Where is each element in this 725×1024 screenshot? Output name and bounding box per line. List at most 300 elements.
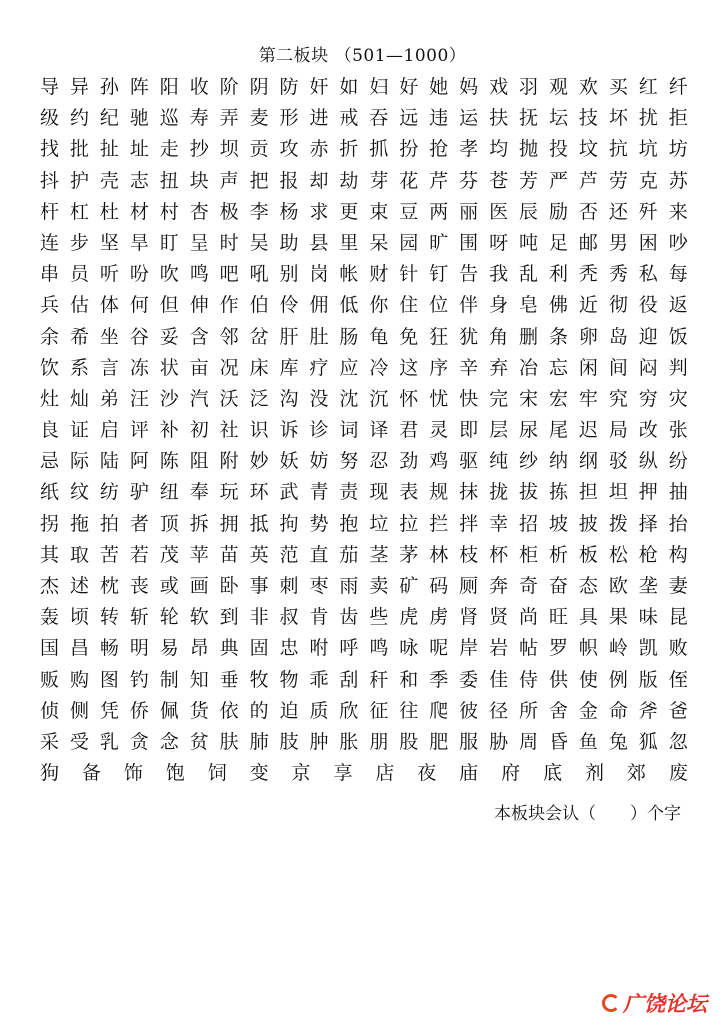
character: 估 — [69, 294, 89, 317]
character: 库 — [279, 356, 299, 379]
character: 府 — [501, 762, 521, 785]
character-row — [40, 72, 688, 103]
character: 际 — [69, 450, 89, 473]
character: 构 — [668, 543, 688, 566]
character: 英 — [249, 543, 269, 566]
character: 坊 — [668, 138, 688, 161]
character: 岭 — [608, 637, 628, 660]
character: 驴 — [129, 481, 149, 504]
character: 局 — [608, 419, 628, 442]
character: 沈 — [339, 387, 359, 410]
character: 兔 — [608, 730, 628, 753]
character: 命 — [608, 699, 628, 722]
character: 转 — [99, 606, 119, 629]
character: 纷 — [668, 450, 688, 473]
character: 垃 — [369, 512, 389, 535]
character: 汽 — [189, 387, 209, 410]
character: 君 — [399, 419, 419, 442]
character: 扰 — [638, 107, 658, 130]
character: 串 — [40, 263, 60, 286]
character: 声 — [219, 169, 239, 192]
character: 红 — [638, 76, 658, 98]
character: 拥 — [219, 512, 239, 535]
character: 怀 — [399, 387, 419, 410]
character: 连 — [40, 231, 60, 254]
character: 抚 — [519, 107, 539, 130]
character: 报 — [279, 169, 299, 192]
character-row — [40, 665, 688, 696]
character: 昏 — [548, 730, 568, 753]
character: 邻 — [219, 325, 239, 348]
character: 店 — [375, 762, 395, 785]
character: 茂 — [159, 543, 179, 566]
character: 豆 — [399, 200, 419, 223]
character: 杨 — [279, 200, 299, 223]
character: 纺 — [99, 481, 119, 504]
character: 抵 — [249, 512, 269, 535]
character: 呆 — [369, 231, 389, 254]
character: 呈 — [189, 231, 209, 254]
character: 牧 — [249, 668, 269, 691]
character: 芽 — [369, 169, 389, 192]
character: 系 — [69, 356, 89, 379]
character: 攻 — [279, 138, 299, 161]
character: 青 — [309, 481, 329, 504]
character: 呢 — [429, 637, 449, 660]
character: 状 — [159, 356, 179, 379]
character: 良 — [40, 419, 60, 442]
character: 坝 — [219, 138, 239, 161]
character: 违 — [429, 107, 449, 130]
character: 每 — [668, 263, 688, 286]
character: 拒 — [668, 107, 688, 130]
character: 画 — [189, 575, 209, 597]
character: 欣 — [339, 699, 359, 722]
character: 直 — [309, 543, 329, 566]
character: 剂 — [584, 762, 604, 785]
character: 卖 — [369, 575, 389, 597]
character-row — [40, 571, 688, 602]
character: 委 — [459, 668, 479, 691]
character: 序 — [429, 356, 449, 379]
character-row — [40, 228, 688, 259]
character: 抄 — [189, 138, 209, 161]
character: 侍 — [519, 668, 539, 691]
character: 皂 — [519, 294, 539, 317]
character: 返 — [668, 294, 688, 317]
character: 更 — [339, 200, 359, 223]
character: 虏 — [429, 606, 449, 629]
character: 尾 — [548, 419, 568, 442]
character: 张 — [668, 419, 688, 442]
character: 严 — [548, 169, 568, 192]
character: 努 — [339, 450, 359, 473]
character: 彼 — [459, 699, 479, 722]
character: 听 — [99, 263, 119, 286]
character: 旱 — [129, 231, 149, 254]
character-row — [40, 353, 688, 384]
character: 县 — [309, 231, 329, 254]
character: 肤 — [219, 730, 239, 753]
character: 孙 — [99, 76, 119, 98]
character: 身 — [489, 294, 509, 317]
character: 赤 — [309, 138, 329, 161]
character: 吞 — [369, 107, 389, 130]
character: 肚 — [309, 325, 329, 348]
character: 鸡 — [429, 450, 449, 473]
character: 肥 — [429, 730, 449, 753]
character: 谷 — [129, 325, 149, 348]
character: 抽 — [668, 481, 688, 504]
character: 环 — [249, 481, 269, 504]
character: 告 — [459, 263, 479, 286]
character: 壳 — [99, 169, 119, 192]
character: 矿 — [399, 575, 419, 597]
character: 服 — [459, 730, 479, 753]
character: 纵 — [638, 450, 658, 473]
character: 孝 — [459, 138, 479, 161]
character: 奋 — [548, 575, 568, 597]
character: 你 — [369, 294, 389, 317]
watermark — [602, 988, 707, 1018]
character: 罗 — [548, 637, 568, 660]
character: 志 — [129, 169, 149, 192]
character: 这 — [399, 356, 419, 379]
character: 盯 — [159, 231, 179, 254]
character: 应 — [339, 356, 359, 379]
character: 贫 — [189, 730, 209, 753]
character: 典 — [219, 637, 239, 660]
character: 辰 — [519, 200, 539, 223]
character-row — [40, 415, 688, 446]
character: 尿 — [519, 419, 539, 442]
character: 附 — [219, 450, 239, 473]
character: 利 — [548, 263, 568, 286]
character: 余 — [40, 325, 60, 348]
character: 卵 — [578, 325, 598, 348]
character: 抖 — [40, 169, 60, 192]
character: 求 — [309, 200, 329, 223]
character: 岛 — [608, 325, 628, 348]
character: 纤 — [668, 76, 688, 98]
character: 进 — [309, 107, 329, 130]
character: 庙 — [459, 762, 479, 785]
character: 例 — [608, 668, 628, 691]
character: 岔 — [249, 325, 269, 348]
character: 饲 — [207, 762, 227, 785]
character: 灾 — [668, 387, 688, 410]
character: 固 — [249, 637, 269, 660]
character-grid — [40, 72, 688, 789]
character: 拐 — [40, 512, 60, 535]
character: 呼 — [339, 637, 359, 660]
character: 戒 — [339, 107, 359, 130]
character: 押 — [638, 481, 658, 504]
character-row — [40, 197, 688, 228]
character: 径 — [489, 699, 509, 722]
character: 陈 — [159, 450, 179, 473]
character: 备 — [81, 762, 101, 785]
character: 护 — [69, 169, 89, 192]
character: 纱 — [519, 450, 539, 473]
character: 近 — [578, 294, 598, 317]
character: 伴 — [459, 294, 479, 317]
character: 抬 — [668, 512, 688, 535]
character: 识 — [249, 419, 269, 442]
character: 秃 — [578, 263, 598, 286]
character-row — [40, 322, 688, 353]
character: 者 — [129, 512, 149, 535]
character: 迟 — [578, 419, 598, 442]
character-row — [40, 166, 688, 197]
character: 抱 — [339, 512, 359, 535]
character: 狐 — [638, 730, 658, 753]
character: 删 — [519, 325, 539, 348]
character: 纳 — [548, 450, 568, 473]
character: 欧 — [608, 575, 628, 597]
character: 佛 — [548, 294, 568, 317]
character: 岸 — [459, 637, 479, 660]
character: 垂 — [219, 668, 239, 691]
character: 拌 — [459, 512, 479, 535]
character: 纸 — [40, 481, 60, 504]
character: 侦 — [40, 699, 60, 722]
character: 没 — [309, 387, 329, 410]
character: 折 — [339, 138, 359, 161]
character: 事 — [249, 575, 269, 597]
character: 芹 — [429, 169, 449, 192]
character: 导 — [40, 76, 60, 98]
character: 劲 — [399, 450, 419, 473]
character: 伯 — [249, 294, 269, 317]
character: 村 — [159, 200, 179, 223]
character: 厕 — [459, 575, 479, 597]
character: 诉 — [279, 419, 299, 442]
character: 易 — [159, 637, 179, 660]
character: 纽 — [159, 481, 179, 504]
character: 侧 — [69, 699, 89, 722]
character: 现 — [369, 481, 389, 504]
character: 歼 — [638, 200, 658, 223]
character: 拦 — [429, 512, 449, 535]
character: 茎 — [369, 543, 389, 566]
character: 肺 — [249, 730, 269, 753]
character: 疗 — [309, 356, 329, 379]
character: 时 — [219, 231, 239, 254]
character: 斧 — [638, 699, 658, 722]
character-row — [40, 384, 688, 415]
character: 阴 — [249, 76, 269, 98]
character: 拢 — [489, 481, 509, 504]
character: 爸 — [668, 699, 688, 722]
character: 把 — [249, 169, 269, 192]
character: 坑 — [638, 138, 658, 161]
character: 迎 — [638, 325, 658, 348]
character: 形 — [279, 107, 299, 130]
character: 沃 — [219, 387, 239, 410]
character: 里 — [339, 231, 359, 254]
character: 刮 — [339, 668, 359, 691]
character-row — [40, 696, 688, 727]
character: 依 — [219, 699, 239, 722]
character: 完 — [489, 387, 509, 410]
character: 枕 — [99, 575, 119, 597]
character: 条 — [548, 325, 568, 348]
character: 乖 — [309, 668, 329, 691]
character: 抢 — [429, 138, 449, 161]
character: 坚 — [99, 231, 119, 254]
character: 灿 — [69, 387, 89, 410]
character-row — [40, 134, 688, 165]
character: 沙 — [159, 387, 179, 410]
character: 废 — [668, 762, 688, 785]
character: 伶 — [279, 294, 299, 317]
character: 她 — [429, 76, 449, 98]
character: 层 — [489, 419, 509, 442]
character: 果 — [608, 606, 628, 629]
character: 沟 — [279, 387, 299, 410]
character: 抹 — [459, 481, 479, 504]
character: 码 — [429, 575, 449, 597]
character: 忧 — [429, 387, 449, 410]
character: 武 — [279, 481, 299, 504]
character: 冶 — [519, 356, 539, 379]
character: 均 — [489, 138, 509, 161]
character: 底 — [543, 762, 563, 785]
character: 阳 — [159, 76, 179, 98]
character: 评 — [129, 419, 149, 442]
character: 择 — [638, 512, 658, 535]
character: 李 — [249, 200, 269, 223]
character: 国 — [40, 637, 60, 660]
character: 林 — [429, 543, 449, 566]
character: 图 — [99, 668, 119, 691]
character: 花 — [399, 169, 419, 192]
character: 忍 — [369, 450, 389, 473]
character: 私 — [638, 263, 658, 286]
character: 住 — [399, 294, 419, 317]
character: 秆 — [369, 668, 389, 691]
character-row — [40, 758, 688, 789]
character: 呀 — [489, 231, 509, 254]
character: 郊 — [626, 762, 646, 785]
character: 妨 — [309, 450, 329, 473]
character: 供 — [548, 668, 568, 691]
character: 取 — [69, 543, 89, 566]
character: 坟 — [578, 138, 598, 161]
character: 吧 — [219, 263, 239, 286]
character: 征 — [369, 699, 389, 722]
character: 知 — [189, 668, 209, 691]
character: 斩 — [129, 606, 149, 629]
character: 妈 — [459, 76, 479, 98]
character: 言 — [99, 356, 119, 379]
character: 犹 — [459, 325, 479, 348]
character: 雨 — [339, 575, 359, 597]
character: 鸣 — [369, 637, 389, 660]
character: 改 — [638, 419, 658, 442]
character: 舍 — [548, 699, 568, 722]
character: 忠 — [279, 637, 299, 660]
character: 吹 — [159, 263, 179, 286]
character: 阻 — [189, 450, 209, 473]
character: 势 — [309, 512, 329, 535]
character: 股 — [399, 730, 419, 753]
character: 好 — [399, 76, 419, 98]
character: 肠 — [339, 325, 359, 348]
character: 役 — [638, 294, 658, 317]
character: 披 — [578, 512, 598, 535]
character: 极 — [219, 200, 239, 223]
character: 若 — [129, 543, 149, 566]
character: 材 — [129, 200, 149, 223]
character: 彻 — [608, 294, 628, 317]
character: 芦 — [578, 169, 598, 192]
character: 拖 — [69, 512, 89, 535]
character: 迫 — [279, 699, 299, 722]
character: 走 — [159, 138, 179, 161]
character: 男 — [608, 231, 628, 254]
character: 束 — [369, 200, 389, 223]
character: 受 — [69, 730, 89, 753]
character: 况 — [219, 356, 239, 379]
character: 沉 — [369, 387, 389, 410]
character: 灶 — [40, 387, 60, 410]
character: 亩 — [189, 356, 209, 379]
character: 妥 — [159, 325, 179, 348]
character: 刺 — [279, 575, 299, 597]
character: 邮 — [578, 231, 598, 254]
character: 芳 — [519, 169, 539, 192]
character: 明 — [129, 637, 149, 660]
character: 制 — [159, 668, 179, 691]
character: 劫 — [339, 169, 359, 192]
character: 述 — [69, 575, 89, 597]
character: 具 — [578, 606, 598, 629]
character: 板 — [578, 543, 598, 566]
character: 驱 — [459, 450, 479, 473]
character: 轮 — [159, 606, 179, 629]
character: 享 — [333, 762, 353, 785]
character: 扶 — [489, 107, 509, 130]
character: 钓 — [129, 668, 149, 691]
character: 步 — [69, 231, 89, 254]
character: 肾 — [459, 606, 479, 629]
character: 纪 — [99, 107, 119, 130]
character: 旺 — [548, 606, 568, 629]
character: 丧 — [129, 575, 149, 597]
character: 观 — [548, 76, 568, 98]
character: 阿 — [129, 450, 149, 473]
character: 译 — [369, 419, 389, 442]
character: 贩 — [40, 668, 60, 691]
character: 辛 — [459, 356, 479, 379]
character: 足 — [548, 231, 568, 254]
character: 欢 — [578, 76, 598, 98]
character: 玩 — [219, 481, 239, 504]
character: 叔 — [279, 606, 299, 629]
character: 帖 — [519, 637, 539, 660]
character: 季 — [429, 668, 449, 691]
character: 抗 — [608, 138, 628, 161]
character: 吼 — [249, 263, 269, 286]
character: 朋 — [369, 730, 389, 753]
character: 究 — [608, 387, 628, 410]
character: 级 — [40, 107, 60, 130]
character: 秀 — [608, 263, 628, 286]
character: 找 — [40, 138, 60, 161]
character: 质 — [309, 699, 329, 722]
